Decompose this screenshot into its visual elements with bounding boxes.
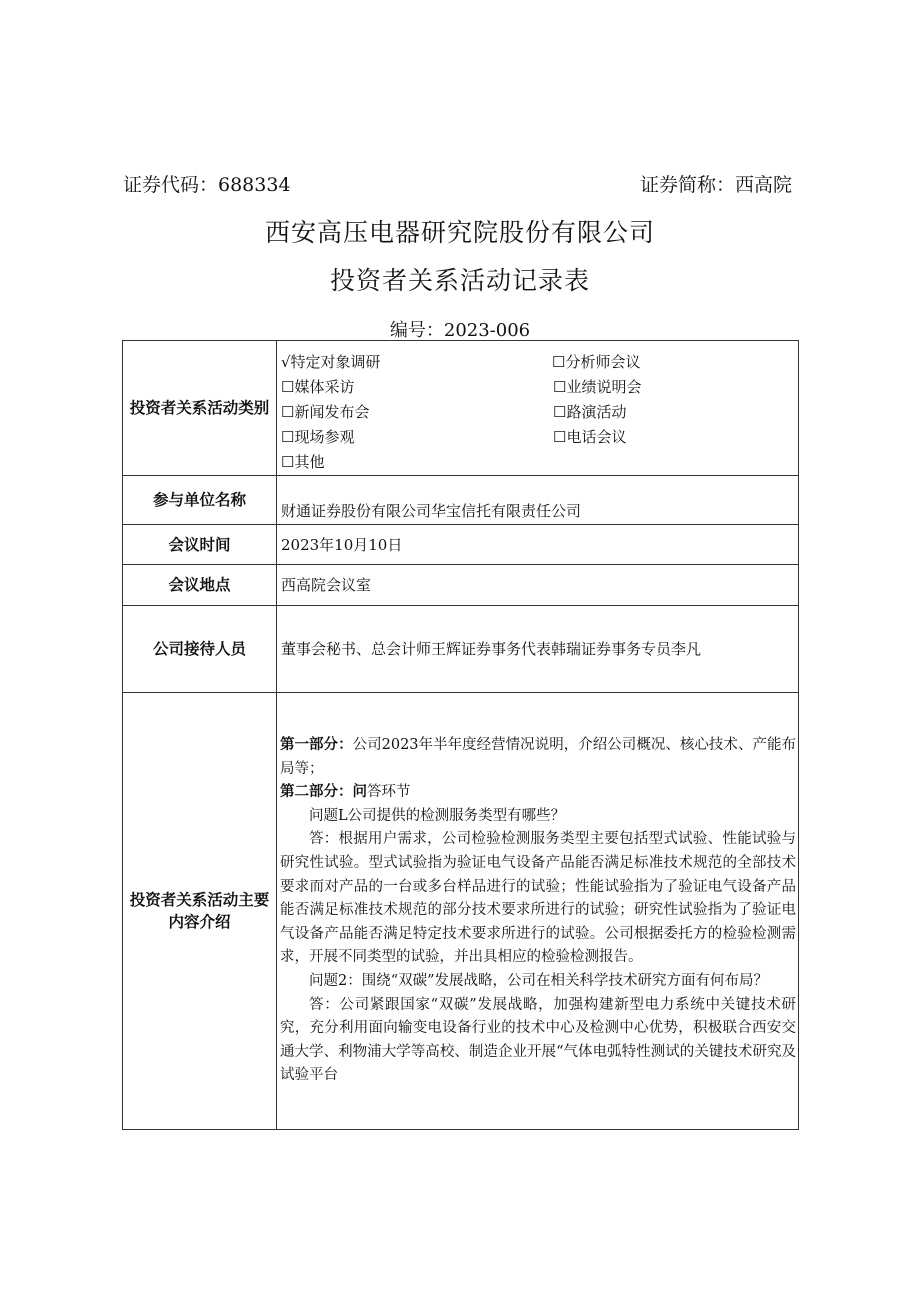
activity-type-options [277,341,798,475]
activity-type-cell [277,341,799,476]
option-specific-research[interactable]: √特定对象调研 [281,353,381,371]
question-1: 问题L公司提供的检测服务类型有哪些？ [309,807,566,824]
row-content [123,693,799,1130]
row-time [123,525,799,565]
activity-type-label: 投资者关系活动类别 [123,341,277,476]
row-participants [123,476,799,525]
place-label: 会议地点 [123,565,277,606]
option-earnings-call[interactable]: ☐业绩说明会 [553,378,642,396]
participants-label: 参与单位名称 [123,476,277,525]
part1-text: 公司2023年半年度经营情况说明，介绍公司概况、核心技术、产能布局等； [280,737,796,777]
row-activity-type [123,341,799,476]
stock-code: 证券代码：688334 [123,174,291,196]
stock-short-name: 证券简称：西高院 [639,174,792,196]
part2-text: 答环节 [367,784,411,801]
option-media-interview[interactable]: ☐媒体采访 [281,378,355,396]
answer-2: 答：公司紧跟国家“双碳”发展战略，加强构建新型电力系统中关键技术研究，充分利用面向输变电设备行业的技术中心及检测中心优势，积极联合西安交通大学、利物浦大学等高校、制造企业开展“气体电弧特性测试的关键技术研究及试验平台 [280,996,796,1084]
option-other[interactable]: ☐其他 [281,453,325,471]
staff-label: 公司接待人员 [123,606,277,693]
record-table [122,340,799,1130]
option-press-conference[interactable]: ☐新闻发布会 [281,403,370,421]
question-2: 问题2：围绕“双碳”发展战略，公司在相关科学技术研究方面有何布局？ [309,972,769,989]
option-site-visit[interactable]: ☐现场参观 [281,428,355,446]
option-phone-meeting[interactable]: ☐电话会议 [553,428,627,446]
row-place [123,565,799,606]
participants-value: 财通证券股份有限公司华宝信托有限责任公司 [277,476,799,525]
content-cell [277,693,799,1130]
part1-title: 第一部分： [280,737,353,754]
option-roadshow[interactable]: ☐路演活动 [553,403,627,421]
time-label: 会议时间 [123,525,277,565]
part1-paragraph [280,734,796,781]
serial-number: 编号：2023-006 [389,320,531,341]
content-label: 投资者关系活动主要内容介绍 [123,693,277,1130]
company-title: 西安高压电器研究院股份有限公司 [264,218,655,247]
part2-paragraph [280,781,796,805]
option-analyst-meeting[interactable]: ☐分析师会议 [552,353,641,371]
place-value: 西高院会议室 [277,565,799,606]
answer-1: 答：根据用户需求，公司检验检测服务类型主要包括型式试验、性能试验与研究性试验。型式试验指为验证电气设备产品能否满足标准技术规范的全部技术要求而对产品的一台或多台样品进行的试验；性能试验指为了验证电气设备产品能否满足标准技术规范的部分技术要求所进行的试验；研究性试验指为了验证电气设备产品能否满足特定技术要求所进行的试验。公司根据委托方的检验检测需求，开展不同类型的试验，并出具相应的检验检测报告。 [280,831,796,966]
time-value: 2023年10月10日 [277,525,799,565]
document-title: 投资者关系活动记录表 [329,266,590,295]
part2-title: 第二部分：问 [280,784,367,801]
staff-value: 董事会秘书、总会计师王辉证券事务代表韩瑞证券事务专员李凡 [277,606,799,693]
row-staff [123,606,799,693]
